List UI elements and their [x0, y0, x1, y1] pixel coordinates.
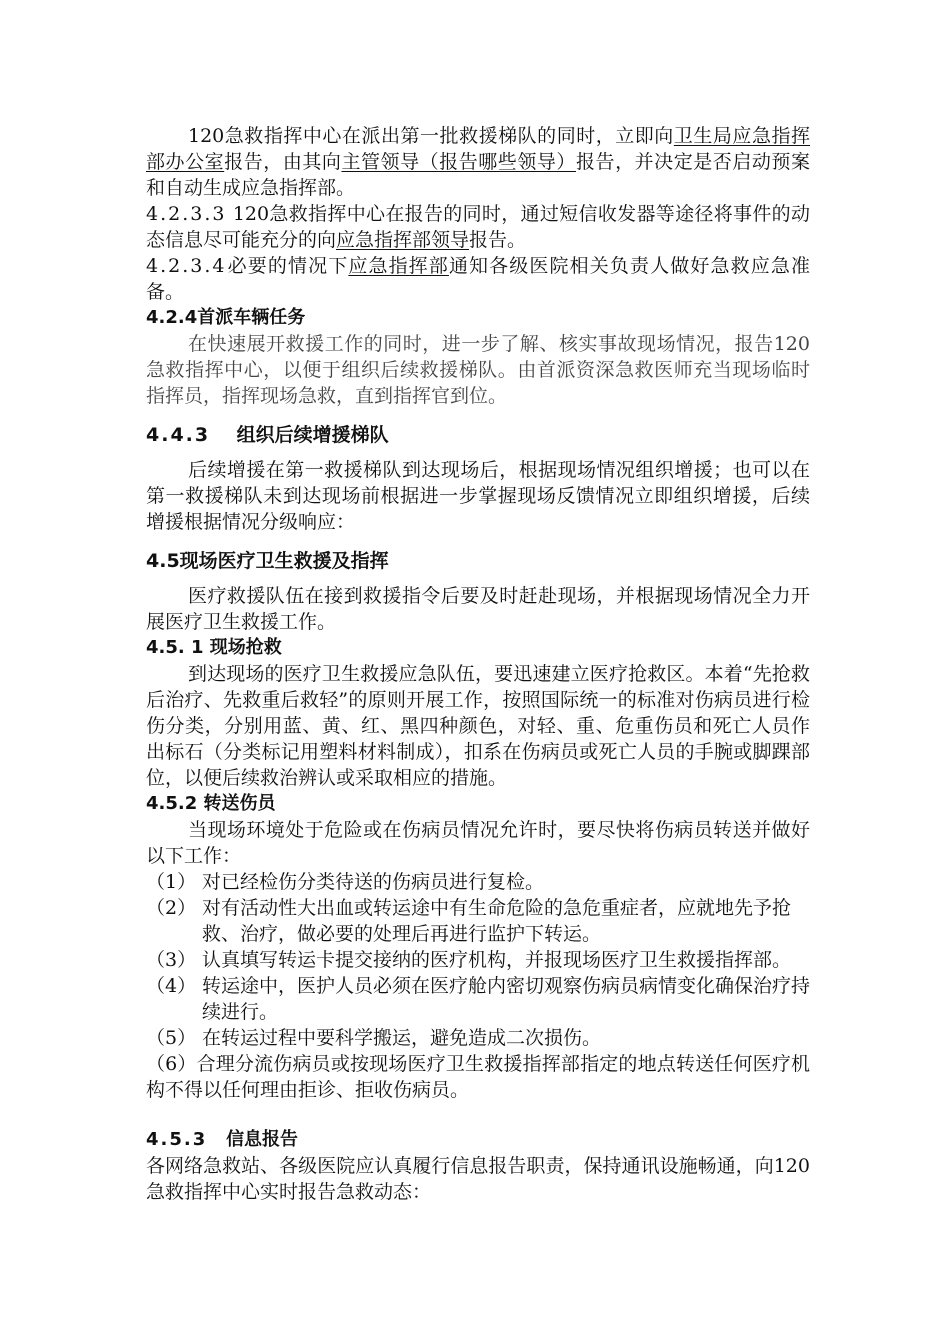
paragraph-triage: 到达现场的医疗卫生救援应急队伍，要迅速建立医疗抢救区。本着“先抢救后治疗、先救重后救轻”的原则开展工作，按照国际统一的标准对伤病员进行检伤分类，分别用蓝、黄、红、黑四种颜色，对轻、重、危重伤员和死亡人员作出标石（分类标记用塑料材料制成），扣系在伤病员或死亡人员的手腕或脚踝部位，以便后续救治辨认或采取相应的措施。: [146, 663, 810, 789]
transfer-list: [146, 869, 810, 1103]
list-number: （4）: [146, 975, 197, 997]
heading-4-4-3: [146, 421, 810, 449]
list-number: （1）: [146, 871, 197, 893]
section-title: 信息报告: [226, 1129, 299, 1150]
paragraph-report-chain: [146, 123, 810, 201]
text-run: 必要的情况下: [226, 255, 349, 277]
list-text: 在转运过程中要科学搬运，避免造成二次损伤。: [202, 1027, 602, 1049]
paragraph-reinforcement: 后续增援在第一救援梯队到达现场后，根据现场情况组织增援；也可以在第一救援梯队未到达现场前根据进一步掌握现场反馈情况立即组织增援，后续增援根据情况分级响应：: [146, 459, 810, 533]
paragraph-transfer: 当现场环境处于危险或在伤病员情况允许时，要尽快将伤病员转送并做好以下工作：: [146, 819, 810, 867]
text-run: 120急救指挥中心在报告的同时，通过短信收发器等途径将事件的动态信息尽可能充分的向: [146, 203, 810, 251]
list-text: 对已经检伤分类待送的伤病员进行复检。: [202, 871, 545, 893]
underlined-term: 主管领导（报告哪些领导）: [341, 151, 576, 173]
text-run: 报告，并决定是否启动预案和自动生成应急指挥部。: [146, 151, 810, 199]
heading-4-2-4: 4.2.4首派车辆任务: [146, 307, 306, 328]
list-item: [146, 947, 810, 973]
paragraph-on-site-rescue: 医疗救援队伍在接到救援指令后要及时赶赴现场，并根据现场情况全力开展医疗卫生救援工作。: [146, 585, 810, 633]
underlined-term: 应急指挥部: [348, 255, 449, 277]
section-title: 组织后续增援梯队: [236, 424, 389, 446]
text-run: 报告。: [469, 229, 527, 251]
heading-4-5-1: 4.5. 1 现场抢救: [146, 637, 282, 658]
heading-4-5: 4.5现场医疗卫生救援及指挥: [146, 550, 389, 572]
document-page: [146, 123, 810, 1205]
list-item: [146, 895, 810, 947]
section-number: 4.2.3.3: [146, 203, 227, 225]
text-run: 120急救指挥中心在派出第一批救援梯队的同时，立即向: [188, 125, 674, 147]
paragraph-4-2-3-4: [146, 253, 810, 305]
list-item: [146, 973, 810, 1025]
text-run: 通知各级医院相关负责人做好急救应急准备。: [146, 255, 810, 303]
list-text: 对有活动性大出血或转运途中有生命危险的急危重症者，应就地先予抢救、治疗，做必要的处理后再进行监护下转运。: [202, 897, 792, 945]
heading-4-5-3: [146, 1127, 810, 1153]
section-number: 4.4.3: [146, 424, 211, 446]
list-item: [146, 869, 810, 895]
text-run: 报告，由其向: [224, 151, 342, 173]
list-number: （5）: [146, 1027, 197, 1049]
list-item: [146, 1025, 810, 1051]
paragraph-info-report: 各网络急救站、各级医院应认真履行信息报告职责，保持通讯设施畅通，向120急救指挥中心实时报告急救动态：: [146, 1155, 810, 1203]
list-item-6: （6）合理分流伤病员或按现场医疗卫生救援指挥部指定的地点转送任何医疗机构不得以任何理由拒诊、拒收伤病员。: [146, 1053, 810, 1101]
underlined-term: 卫生局应急指挥部办公室: [146, 125, 810, 173]
heading-4-5-2: 4.5.2 转送伤员: [146, 793, 276, 814]
list-number: （3）: [146, 949, 197, 971]
paragraph-4-2-3-3: [146, 201, 810, 253]
list-text: 转运途中，医护人员必须在医疗舱内密切观察伤病员病情变化确保治疗持续进行。: [202, 975, 811, 1023]
list-text: 认真填写转运卡提交接纳的医疗机构，并报现场医疗卫生救援指挥部。: [202, 949, 792, 971]
section-number: 4.2.3.4: [146, 255, 227, 277]
underlined-term: 应急指挥部领导: [336, 229, 470, 251]
list-number: （2）: [146, 897, 197, 919]
section-number: 4.5.3: [146, 1129, 208, 1150]
paragraph-first-vehicle: 在快速展开救援工作的同时，进一步了解、核实事故现场情况，报告120急救指挥中心，以便于组织后续救援梯队。由首派资深急救医师充当现场临时指挥员，指挥现场急救，直到指挥官到位。: [146, 333, 810, 407]
